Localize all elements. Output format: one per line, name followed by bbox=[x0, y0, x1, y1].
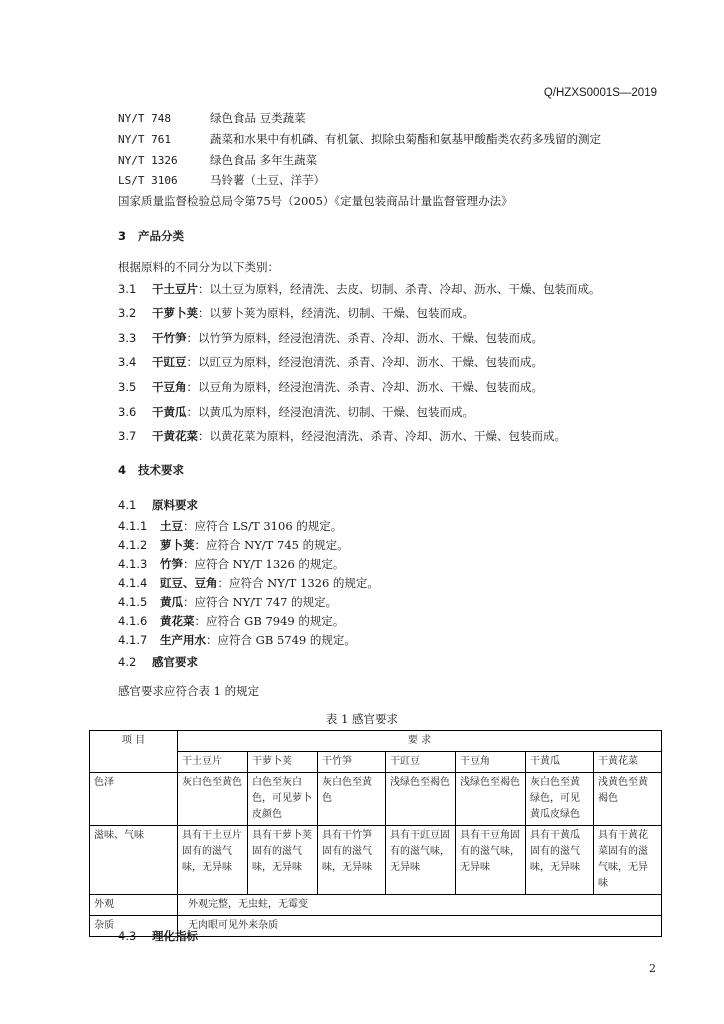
row-label-cell: 杂质 bbox=[90, 916, 178, 937]
item-name: 干竹笋 bbox=[152, 331, 187, 345]
item-number: 4.1.6 bbox=[118, 614, 148, 628]
product-header-cell: 干黄瓜 bbox=[526, 752, 594, 773]
item-desc: ：以黄花菜为原料，经浸泡清洗、杀青、冷却、沥水、干燥、包装而成。 bbox=[198, 429, 566, 443]
item-number: 4.1.5 bbox=[118, 595, 148, 609]
item-name: 干萝卜荚 bbox=[152, 306, 198, 320]
material-item bbox=[118, 537, 349, 553]
regulation-line: 国家质量监督检验总局令第75号（2005）《定量包装商品计量监督管理办法》 bbox=[118, 194, 513, 208]
item-number: 3.6 bbox=[118, 405, 137, 419]
item-name: 干土豆片 bbox=[152, 282, 198, 296]
material-item bbox=[118, 518, 342, 534]
item-desc: ：以黄瓜为原料，经浸泡清洗、切制、干燥、包装而成。 bbox=[186, 405, 474, 419]
section-title: 产品分类 bbox=[138, 229, 184, 243]
item-name: 萝卜荚 bbox=[160, 538, 195, 552]
item-number: 4.1.3 bbox=[118, 557, 148, 571]
item-name: 干黄瓜 bbox=[152, 405, 187, 419]
reference-code: NY/T 1326 bbox=[118, 154, 178, 167]
classification-item bbox=[118, 305, 474, 321]
section-heading bbox=[118, 228, 184, 244]
subsection-heading bbox=[118, 928, 198, 944]
reference-line bbox=[118, 152, 317, 168]
item-desc: ：应符合 NY/T 747 的规定。 bbox=[183, 595, 338, 609]
section-title: 技术要求 bbox=[138, 463, 184, 477]
item-number: 3.5 bbox=[118, 380, 137, 394]
item-number: 3.1 bbox=[118, 282, 137, 296]
material-item bbox=[118, 632, 356, 648]
reference-line bbox=[118, 110, 306, 126]
item-number: 3.3 bbox=[118, 331, 137, 345]
item-desc: ：以萝卜荚为原料，经清洗、切制、干燥、包装而成。 bbox=[198, 306, 474, 320]
item-desc: ：以竹笋为原料，经浸泡清洗、杀青、冷却、沥水、干燥、包装而成。 bbox=[186, 331, 543, 345]
classification-item bbox=[118, 281, 601, 297]
item-name: 土豆 bbox=[160, 519, 183, 533]
product-header-cell: 干土豆片 bbox=[178, 752, 248, 773]
subsection-intro: 感官要求应符合表 1 的规定 bbox=[118, 684, 260, 698]
item-header-cell: 项 目 bbox=[90, 731, 178, 773]
product-header-cell: 干黄花菜 bbox=[594, 752, 662, 773]
item-desc: ：应符合 NY/T 1326 的规定。 bbox=[183, 557, 345, 571]
item-name: 黄花菜 bbox=[160, 614, 195, 628]
table-cell: 具有干豆角固有的滋气味，无异味 bbox=[456, 826, 526, 895]
reference-title: 蔬菜和水果中有机磷、有机氯、拟除虫菊酯和氨基甲酸酯类农药多残留的测定 bbox=[210, 132, 601, 146]
table-cell: 具有干竹笋固有的滋气味，无异味 bbox=[318, 826, 386, 895]
classification-item bbox=[118, 379, 543, 395]
product-header-cell: 干豇豆 bbox=[386, 752, 456, 773]
item-desc: ：应符合 NY/T 1326 的规定。 bbox=[217, 576, 379, 590]
product-header-cell: 干竹笋 bbox=[318, 752, 386, 773]
table-row bbox=[90, 895, 662, 916]
subsection-title: 原料要求 bbox=[152, 498, 198, 512]
table-row bbox=[90, 826, 662, 895]
reference-line bbox=[118, 131, 601, 147]
table-cell: 白色至灰白色，可见萝卜皮颜色 bbox=[248, 773, 318, 826]
subsection-number: 4.2 bbox=[118, 655, 137, 669]
table-cell: 具有干豇豆固有的滋气味，无异味 bbox=[386, 826, 456, 895]
section-number: 4 bbox=[118, 463, 127, 477]
row-label-cell: 色泽 bbox=[90, 773, 178, 826]
table-cell: 具有干黄瓜固有的滋气味，无异味 bbox=[526, 826, 594, 895]
section-number: 3 bbox=[118, 229, 127, 243]
table-cell: 灰白色至黄绿色，可见黄瓜皮绿色 bbox=[526, 773, 594, 826]
item-name: 干豇豆 bbox=[152, 355, 187, 369]
reference-code: NY/T 761 bbox=[118, 133, 171, 146]
item-name: 生产用水 bbox=[160, 633, 206, 647]
subsection-heading bbox=[118, 654, 198, 670]
section-intro: 根据原料的不同分为以下类别： bbox=[118, 260, 279, 274]
subsection-title: 理化指标 bbox=[152, 929, 198, 943]
table-caption: 表 1 感官要求 bbox=[325, 712, 399, 726]
reference-code: LS/T 3106 bbox=[118, 174, 178, 187]
item-number: 4.1.2 bbox=[118, 538, 148, 552]
classification-item bbox=[118, 404, 474, 420]
subsection-heading bbox=[118, 497, 198, 513]
row-label-cell: 滋味、气味 bbox=[90, 826, 178, 895]
item-desc: ：以土豆为原料，经清洗、去皮、切制、杀青、冷却、沥水、干燥、包装而成。 bbox=[198, 282, 601, 296]
reference-line bbox=[118, 172, 325, 188]
subsection-number: 4.1 bbox=[118, 498, 137, 512]
item-desc: ：应符合 GB 5749 的规定。 bbox=[206, 633, 356, 647]
sensory-requirements-table bbox=[89, 730, 662, 937]
table-cell: 具有干黄花菜固有的滋气味，无异味 bbox=[594, 826, 662, 895]
row-label-cell: 外观 bbox=[90, 895, 178, 916]
reference-code: NY/T 748 bbox=[118, 112, 171, 125]
item-name: 豇豆、豆角 bbox=[160, 576, 218, 590]
table-cell: 外观完整，无虫蛀，无霉变 bbox=[178, 895, 662, 916]
table-row bbox=[90, 773, 662, 826]
table-cell: 浅绿色至褐色 bbox=[456, 773, 526, 826]
item-name: 干黄花菜 bbox=[152, 429, 198, 443]
item-number: 3.4 bbox=[118, 355, 137, 369]
item-number: 4.1.1 bbox=[118, 519, 148, 533]
item-number: 3.7 bbox=[118, 429, 137, 443]
item-number: 3.2 bbox=[118, 306, 137, 320]
material-item bbox=[118, 613, 344, 629]
requirement-header-cell: 要 求 bbox=[178, 731, 662, 752]
item-number: 4.1.7 bbox=[118, 633, 148, 647]
table-cell: 具有干萝卜荚固有的滋气味，无异味 bbox=[248, 826, 318, 895]
reference-title: 绿色食品 豆类蔬菜 bbox=[210, 111, 306, 125]
table-cell: 无肉眼可见外来杂质 bbox=[178, 916, 662, 937]
table-cell: 浅绿色至褐色 bbox=[386, 773, 456, 826]
classification-item bbox=[118, 428, 566, 444]
reference-title: 绿色食品 多年生蔬菜 bbox=[210, 153, 318, 167]
item-desc: ：应符合 GB 7949 的规定。 bbox=[194, 614, 345, 628]
product-header-cell: 干豆角 bbox=[456, 752, 526, 773]
material-item bbox=[118, 594, 337, 610]
item-desc: ：应符合 LS/T 3106 的规定。 bbox=[183, 519, 343, 533]
classification-item bbox=[118, 354, 543, 370]
table-cell: 灰白色至黄色 bbox=[178, 773, 248, 826]
subsection-number: 4.3 bbox=[118, 929, 137, 943]
page-number: 2 bbox=[649, 962, 656, 975]
section-heading bbox=[118, 462, 184, 478]
item-desc: ：以豇豆为原料，经浸泡清洗、杀青、冷却、沥水、干燥、包装而成。 bbox=[186, 355, 543, 369]
reference-title: 马铃薯（土豆、洋芋） bbox=[210, 173, 325, 187]
document-code: Q/HZXS0001S—2019 bbox=[543, 87, 657, 99]
material-item bbox=[118, 556, 344, 572]
item-name: 黄瓜 bbox=[160, 595, 183, 609]
classification-item bbox=[118, 330, 543, 346]
material-item bbox=[118, 575, 379, 591]
item-name: 干豆角 bbox=[152, 380, 187, 394]
table-cell: 灰白色至黄色 bbox=[318, 773, 386, 826]
table-header-row bbox=[90, 731, 662, 752]
item-desc: ：以豆角为原料，经浸泡清洗、杀青、冷却、沥水、干燥、包装而成。 bbox=[186, 380, 543, 394]
table-cell: 具有干土豆片固有的滋气味，无异味 bbox=[178, 826, 248, 895]
item-desc: ：应符合 NY/T 745 的规定。 bbox=[194, 538, 349, 552]
product-header-cell: 干萝卜荚 bbox=[248, 752, 318, 773]
item-number: 4.1.4 bbox=[118, 576, 148, 590]
table-cell: 浅黄色至黄褐色 bbox=[594, 773, 662, 826]
subsection-title: 感官要求 bbox=[152, 655, 198, 669]
item-name: 竹笋 bbox=[160, 557, 183, 571]
